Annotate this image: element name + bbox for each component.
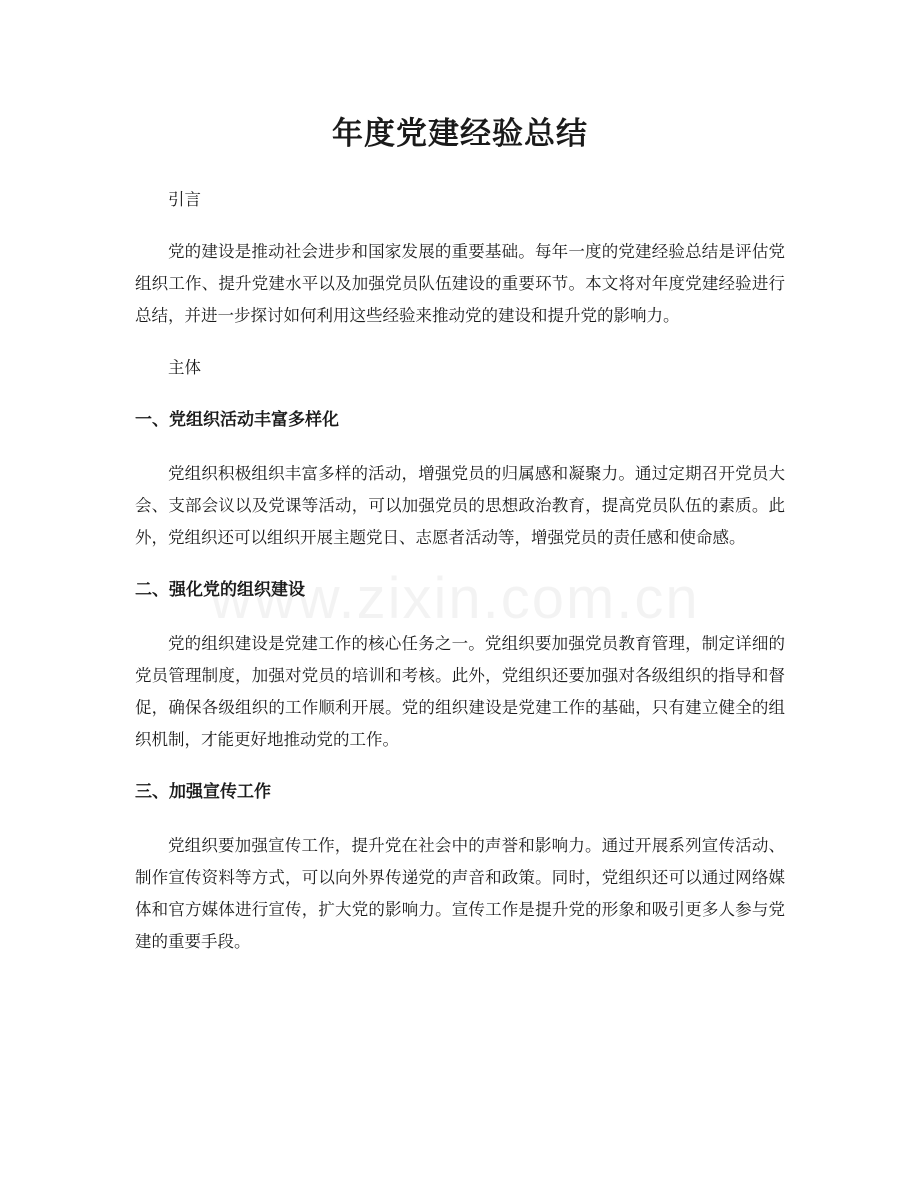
section-3-heading: 三、加强宣传工作 <box>135 782 271 802</box>
section-1-paragraph: 党组织积极组织丰富多样的活动，增强党员的归属感和凝聚力。通过定期召开党员大会、支部会议以及党课等活动，可以加强党员的思想政治教育，提高党员队伍的素质。此外，党组织还可以组织开展主题党日、志愿者活动等，增强党员的责任感和使命感。 <box>135 464 785 547</box>
intro-label: 引言 <box>168 190 201 209</box>
body-label: 主体 <box>168 358 201 377</box>
document-body <box>135 184 785 958</box>
section-2-paragraph: 党的组织建设是党建工作的核心任务之一。党组织要加强党员教育管理，制定详细的党员管理制度，加强对党员的培训和考核。此外，党组织还要加强对各级组织的指导和督促，确保各级组织的工作顺利开展。党的组织建设是党建工作的基础，只有建立健全的组织机制，才能更好地推动党的工作。 <box>135 634 785 749</box>
document-title: 年度党建经验总结 <box>332 116 588 152</box>
section-2-heading: 二、强化党的组织建设 <box>135 580 305 600</box>
intro-paragraph: 党的建设是推动社会进步和国家发展的重要基础。每年一度的党建经验总结是评估党组织工作、提升党建水平以及加强党员队伍建设的重要环节。本文将对年度党建经验进行总结，并进一步探讨如何利用这些经验来推动党的建设和提升党的影响力。 <box>135 242 785 325</box>
section-3-paragraph: 党组织要加强宣传工作，提升党在社会中的声誉和影响力。通过开展系列宣传活动、制作宣传资料等方式，可以向外界传递党的声音和政策。同时，党组织还可以通过网络媒体和官方媒体进行宣传，扩大党的影响力。宣传工作是提升党的形象和吸引更多人参与党建的重要手段。 <box>135 836 785 951</box>
section-1-heading: 一、党组织活动丰富多样化 <box>135 410 339 430</box>
